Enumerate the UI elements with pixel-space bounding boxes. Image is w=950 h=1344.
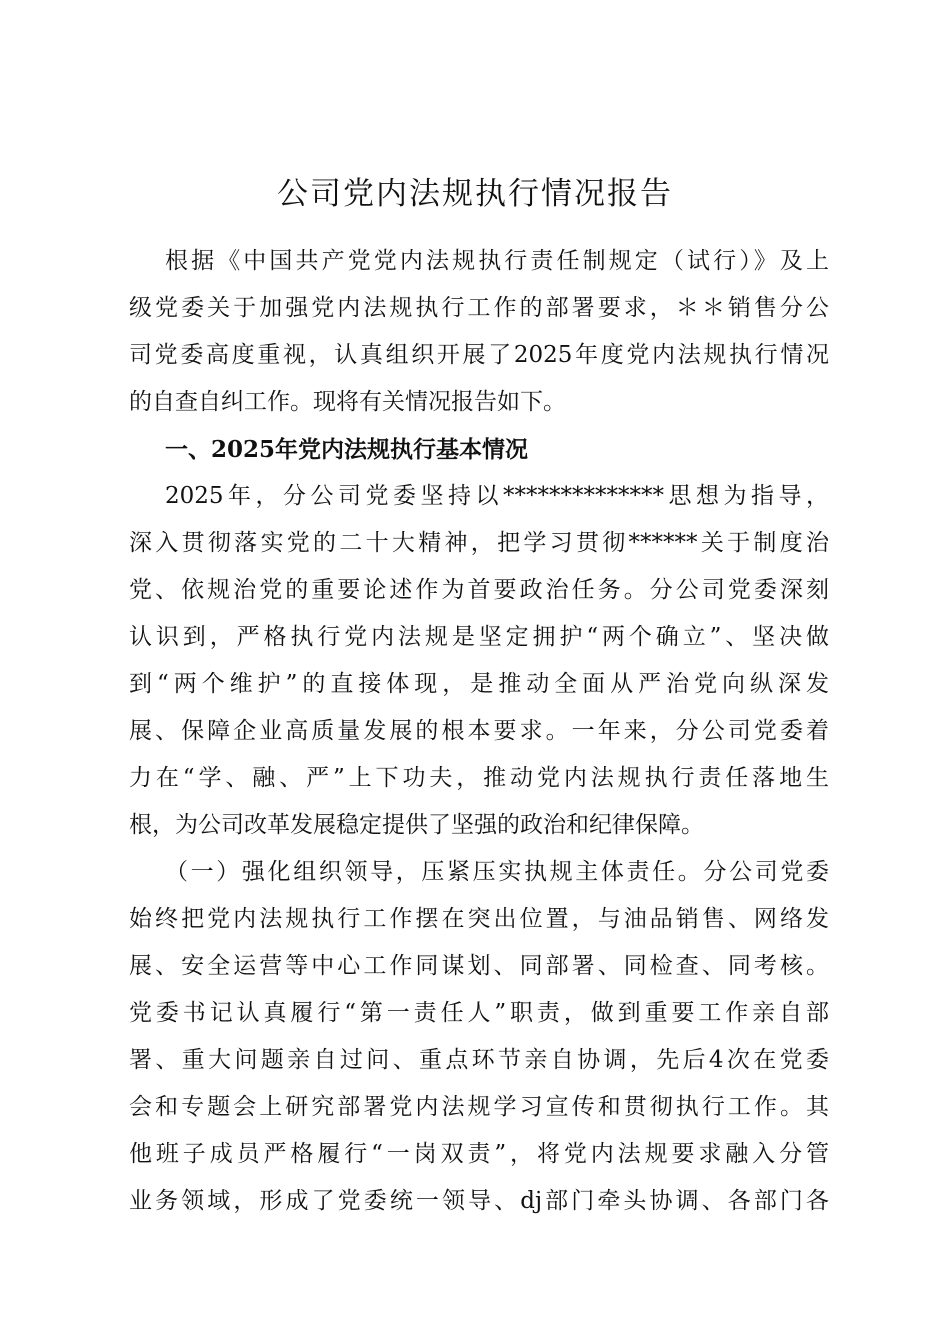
paragraph-line: 级党委关于加强党内法规执行工作的部署要求，＊＊销售分公 xyxy=(129,295,829,321)
paragraph-line: 他班子成员严格履行“一岗双责”，将党内法规要求融入分管 xyxy=(129,1141,829,1167)
subsection-line: （一）强化组织领导，压紧压实执规主体责任。分公司党委 xyxy=(165,859,829,885)
paragraph-line: 根，为公司改革发展稳定提供了坚强的政治和纪律保障。 xyxy=(129,812,704,838)
paragraph-line: 根据《中国共产党党内法规执行责任制规定（试行）》及上 xyxy=(165,248,829,274)
paragraph-line: 展、安全运营等中心工作同谋划、同部署、同检查、同考核。 xyxy=(129,953,829,979)
paragraph-line: 到“两个维护”的直接体现，是推动全面从严治党向纵深发 xyxy=(129,671,829,697)
paragraph-line: 始终把党内法规执行工作摆在突出位置，与油品销售、网络发 xyxy=(129,906,829,932)
section-heading: 一、2025年党内法规执行基本情况 xyxy=(165,436,529,463)
paragraph-line: 力在“学、融、严”上下功夫，推动党内法规执行责任落地生 xyxy=(129,765,829,791)
paragraph-line: 2025年，分公司党委坚持以**************思想为指导， xyxy=(165,483,829,509)
paragraph-line: 深入贯彻落实党的二十大精神，把学习贯彻******关于制度治 xyxy=(129,530,829,556)
paragraph-line: 业务领域，形成了党委统一领导、dj部门牵头协调、各部门各 xyxy=(129,1188,829,1214)
document-body xyxy=(129,238,829,1225)
document-title: 公司党内法规执行情况报告 xyxy=(277,176,673,212)
paragraph-line: 的自查自纠工作。现将有关情况报告如下。 xyxy=(129,389,566,415)
paragraph-line: 党、依规治党的重要论述作为首要政治任务。分公司党委深刻 xyxy=(129,577,829,603)
paragraph-line: 认识到，严格执行党内法规是坚定拥护“两个确立”、坚决做 xyxy=(129,624,829,650)
paragraph-line: 展、保障企业高质量发展的根本要求。一年来，分公司党委着 xyxy=(129,718,829,744)
paragraph-line: 党委书记认真履行“第一责任人”职责，做到重要工作亲自部 xyxy=(129,1000,829,1026)
paragraph-line: 司党委高度重视，认真组织开展了2025年度党内法规执行情况 xyxy=(129,342,829,368)
paragraph-line: 署、重大问题亲自过问、重点环节亲自协调，先后4次在党委 xyxy=(129,1047,829,1073)
paragraph-line: 会和专题会上研究部署党内法规学习宣传和贯彻执行工作。其 xyxy=(129,1094,829,1120)
